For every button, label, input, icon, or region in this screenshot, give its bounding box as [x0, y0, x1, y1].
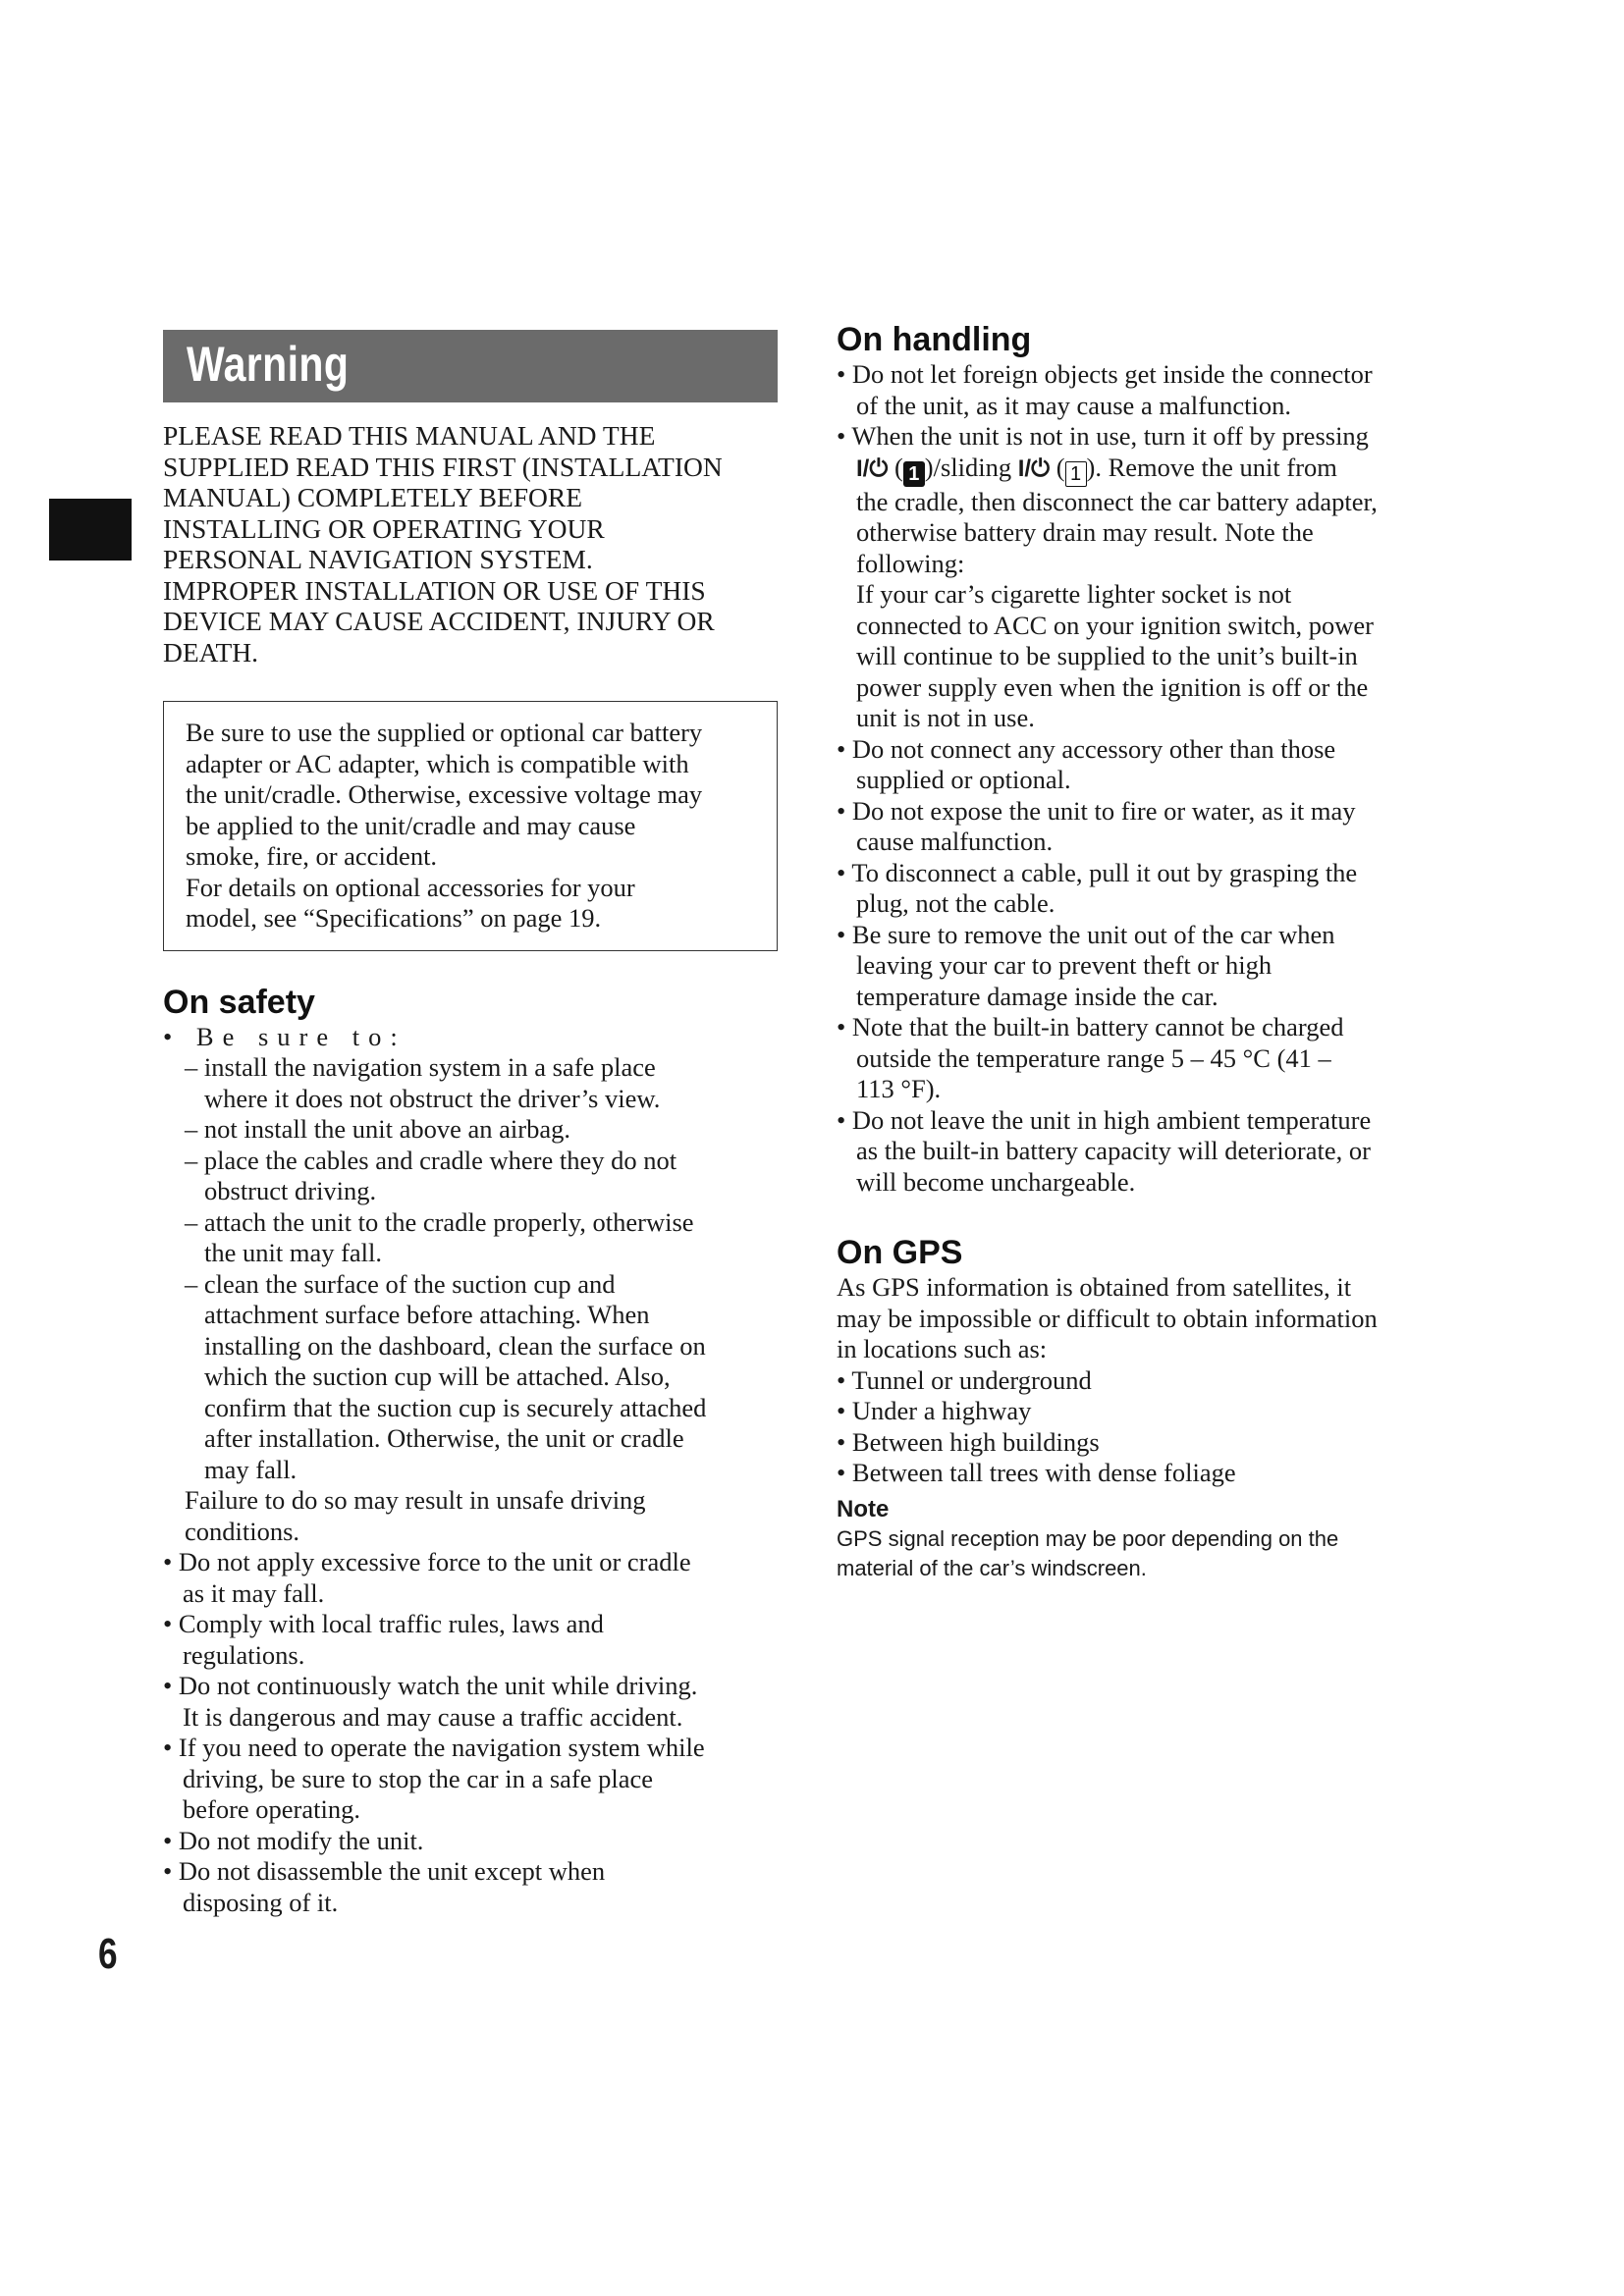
list-item: obstruct driving. [204, 1176, 377, 1205]
left-column [163, 330, 778, 1918]
box-line: be applied to the unit/cradle and may cause [186, 810, 636, 840]
list-item: • Do not continuously watch the unit while driving. [163, 1671, 698, 1700]
list-item: • To disconnect a cable, pull it out by grasping the [837, 857, 1358, 887]
warning-banner [163, 330, 778, 402]
list-item: • Do not connect any accessory other than those [837, 733, 1336, 764]
warning-caps-text [163, 420, 778, 667]
page-number: 6 [98, 1930, 118, 1978]
callout-1-outline-icon: 1 [1065, 461, 1087, 487]
gps-heading: On GPS [837, 1234, 963, 1271]
callout-1-solid-icon: 1 [903, 461, 925, 487]
list-item: where it does not obstruct the driver’s view. [204, 1083, 661, 1113]
list-item: connected to ACC on your ignition switch, power [856, 610, 1374, 640]
list-item: – clean the surface of the suction cup and [185, 1268, 616, 1299]
box-line: adapter or AC adapter, which is compatible with [186, 748, 689, 778]
list-item: confirm that the suction cup is securely attached [204, 1392, 707, 1422]
gps-paragraph-line: may be impossible or difficult to obtain information [837, 1303, 1378, 1333]
caps-line: DEVICE MAY CAUSE ACCIDENT, INJURY OR [163, 606, 715, 636]
list-item: It is dangerous and may cause a traffic accident. [183, 1701, 683, 1732]
list-item: • Between tall trees with dense foliage [837, 1458, 1236, 1487]
gps-paragraph-line: As GPS information is obtained from satellites, it [837, 1272, 1352, 1302]
list-item: • Do not apply excessive force to the unit or cradle [163, 1547, 691, 1576]
list-item: which the suction cup will be attached. Also, [204, 1362, 671, 1391]
list-item: outside the temperature range 5 – 45 °C (41 – [856, 1042, 1331, 1073]
list-item: plug, not the cable. [856, 888, 1056, 918]
list-item: otherwise battery drain may result. Note the [856, 517, 1314, 547]
list-item: 113 °F). [856, 1074, 942, 1103]
list-item: supplied or optional. [856, 765, 1071, 794]
handling-list [837, 359, 1455, 1198]
list-item: will become unchargeable. [856, 1166, 1136, 1197]
list-item: following: [856, 548, 965, 578]
list-item: • Note that the built-in battery cannot be charged [837, 1012, 1344, 1041]
caps-line: SUPPLIED READ THIS FIRST (INSTALLATION [163, 451, 723, 482]
list-item: – attach the unit to the cradle properly, otherwise [185, 1206, 694, 1237]
gps-list [837, 1272, 1455, 1489]
list-item: • Comply with local traffic rules, laws and [163, 1609, 604, 1638]
caps-line: DEATH. [163, 636, 259, 667]
box-line: For details on optional accessories for your [186, 872, 635, 902]
safety-heading: On safety [163, 983, 315, 1021]
gps-paragraph-line: in locations such as: [837, 1334, 1048, 1363]
list-item: leaving your car to prevent theft or high [856, 950, 1272, 980]
handling-heading: On handling [837, 321, 1032, 358]
list-item: • Tunnel or underground [837, 1364, 1092, 1395]
right-column [837, 320, 1455, 1583]
list-item: driving, be sure to stop the car in a safe place [183, 1763, 654, 1793]
power-line-mid: )/sliding [924, 452, 1012, 482]
list-item: Failure to do so may result in unsafe driving [185, 1485, 646, 1515]
power-button-line: I/⏻ ( 1 )/sliding I/⏻ ( 1 ). Remove the unit from [856, 452, 1337, 485]
list-item: If your car’s cigarette lighter socket is not [856, 579, 1292, 609]
list-item: installing on the dashboard, clean the surface on [204, 1330, 706, 1361]
list-item: conditions. [185, 1516, 300, 1546]
list-item: • Between high buildings [837, 1426, 1100, 1457]
note-line: material of the car’s windscreen. [837, 1555, 1147, 1580]
box-line: model, see “Specifications” on page 19. [186, 903, 602, 933]
adapter-caution-box [163, 701, 778, 951]
list-item: • Be sure to remove the unit out of the car when [837, 919, 1335, 949]
list-item: the unit may fall. [204, 1238, 383, 1267]
list-item: cause malfunction. [856, 827, 1054, 856]
list-item: regulations. [183, 1639, 305, 1670]
list-item: • Do not leave the unit in high ambient temperature [837, 1104, 1372, 1135]
list-item: before operating. [183, 1794, 360, 1824]
warning-title: Warning [187, 337, 350, 392]
list-item: • If you need to operate the navigation system while [163, 1733, 705, 1762]
list-item: • Under a highway [837, 1396, 1032, 1425]
list-item: – place the cables and cradle where they do not [185, 1145, 677, 1175]
note-line: GPS signal reception may be poor depending on the [837, 1525, 1339, 1551]
list-item: – not install the unit above an airbag. [185, 1114, 570, 1144]
list-item: as the built-in battery capacity will deteriorate, or [856, 1136, 1371, 1165]
caps-line: PERSONAL NAVIGATION SYSTEM. [163, 544, 593, 574]
list-item: unit is not in use. [856, 703, 1035, 732]
list-item: temperature damage inside the car. [856, 981, 1218, 1011]
caps-line: PLEASE READ THIS MANUAL AND THE [163, 420, 656, 451]
list-item: • Do not expose the unit to fire or water, as it may [837, 795, 1356, 826]
caps-line: IMPROPER INSTALLATION OR USE OF THIS [163, 574, 706, 606]
list-item: – install the navigation system in a safe place [185, 1052, 656, 1082]
list-item: power supply even when the ignition is off or the [856, 671, 1369, 702]
list-item: • Be sure to: [163, 1021, 406, 1051]
list-item: disposing of it. [183, 1887, 339, 1917]
caps-line: INSTALLING OR OPERATING YOUR [163, 512, 605, 544]
list-item: may fall. [204, 1454, 298, 1484]
list-item: • Do not disassemble the unit except when [163, 1856, 606, 1886]
power-symbol-icon: I/⏻ [856, 454, 889, 482]
box-line: smoke, fire, or accident. [186, 841, 438, 871]
box-line: Be sure to use the supplied or optional car battery [186, 718, 703, 747]
safety-list [163, 1022, 778, 1919]
list-item: attachment surface before attaching. When [204, 1300, 650, 1329]
list-item: will continue to be supplied to the unit’s built-in [856, 641, 1358, 670]
power-symbol-icon: I/⏻ [1017, 454, 1051, 482]
list-item: of the unit, as it may cause a malfunction. [856, 390, 1292, 420]
list-item: • Do not modify the unit. [163, 1825, 424, 1855]
list-item: as it may fall. [183, 1577, 325, 1608]
box-line: the unit/cradle. Otherwise, excessive voltage may [186, 779, 703, 809]
section-tab-marker [49, 499, 132, 561]
power-line-end: ). Remove the unit from [1086, 452, 1337, 482]
list-item: • Do not let foreign objects get inside the connector [837, 359, 1373, 389]
list-item: • When the unit is not in use, turn it off by pressing [837, 421, 1369, 451]
list-item: the cradle, then disconnect the car battery adapter, [856, 486, 1378, 516]
caps-line: MANUAL) COMPLETELY BEFORE [163, 482, 583, 512]
list-item: after installation. Otherwise, the unit or cradle [204, 1423, 684, 1453]
note-heading: Note [837, 1495, 890, 1522]
